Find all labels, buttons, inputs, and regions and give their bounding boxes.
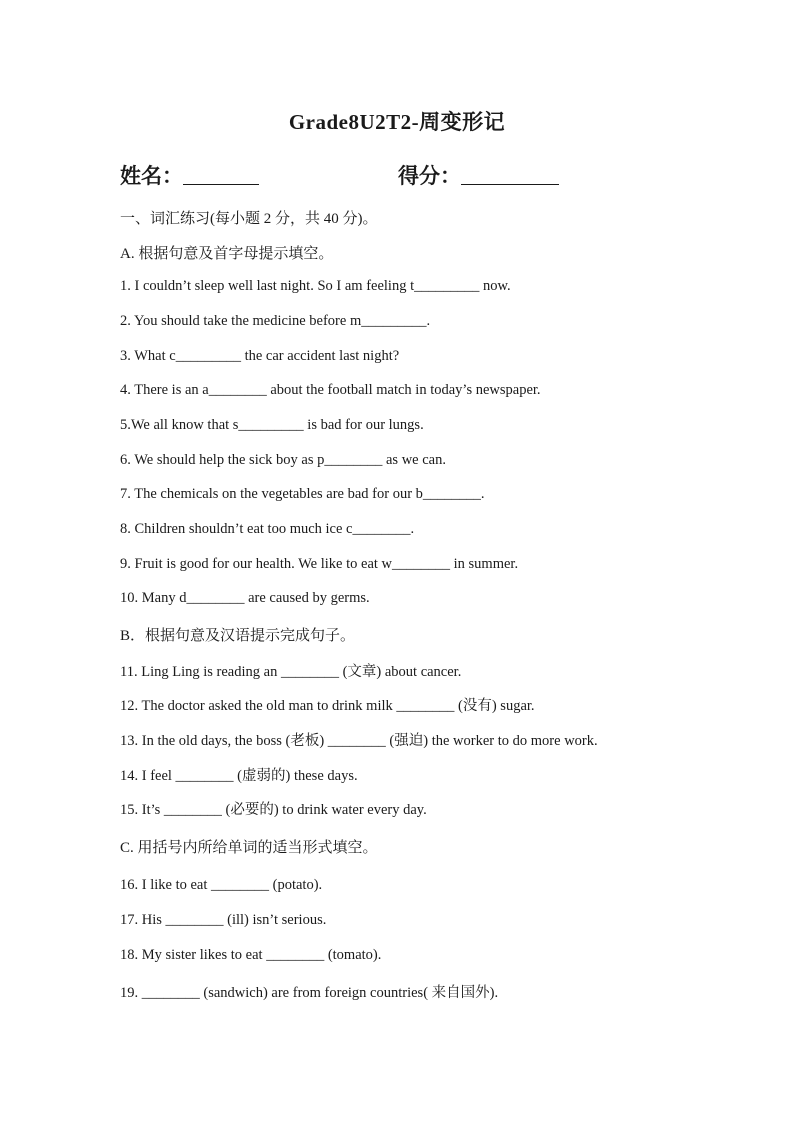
score-blank [461,164,559,185]
score-label: 得分： [398,164,461,188]
question-14: 14. I feel ________ (虚弱的) these days. [120,768,358,784]
name-blank [183,164,259,185]
question-13: 13. In the old days, the boss (老板) ________ (强迫) the worker to do more work. [120,733,598,749]
name-label: 姓名： [120,164,183,188]
section-b-heading: B．根据句意及汉语提示完成句子。 [120,628,356,644]
question-12: 12. The doctor asked the old man to drink milk ________ (没有) sugar. [120,698,535,714]
question-1: 1. I couldn’t sleep well last night. So I am feeling t_________ now. [120,278,511,294]
part1-heading: 一、词汇练习(每小题 2 分，共 40 分)。 [120,211,378,227]
question-16: 16. I like to eat ________ (potato). [120,877,323,893]
question-17: 17. His ________ (ill) isn’t serious. [120,912,327,928]
question-18: 18. My sister likes to eat ________ (tomato). [120,947,382,963]
question-3: 3. What c_________ the car accident last night? [120,348,400,364]
name-field [120,160,259,190]
question-9: 9. Fruit is good for our health. We like to eat w________ in summer. [120,556,519,572]
question-5: 5.We all know that s_________ is bad for our lungs. [120,417,424,433]
question-8: 8. Children shouldn’t eat too much ice c________. [120,521,415,537]
question-7: 7. The chemicals on the vegetables are bad for our b________. [120,486,485,502]
question-15: 15. It’s ________ (必要的) to drink water every day. [120,802,427,818]
question-2: 2. You should take the medicine before m_________. [120,313,431,329]
section-c-heading: C. 用括号内所给单词的适当形式填空。 [120,840,378,856]
question-11: 11. Ling Ling is reading an ________ (文章) about cancer. [120,664,462,680]
question-10: 10. Many d________ are caused by germs. [120,590,370,606]
question-6: 6. We should help the sick boy as p________ as we can. [120,452,446,468]
page-title: Grade8U2T2-周变形记 [288,110,506,134]
question-19: 19. ________ (sandwich) are from foreign countries( 来自国外). [120,985,499,1001]
question-4: 4. There is an a________ about the football match in today’s newspaper. [120,382,541,398]
score-field [398,160,559,190]
section-a-heading: A. 根据句意及首字母提示填空。 [120,246,334,262]
